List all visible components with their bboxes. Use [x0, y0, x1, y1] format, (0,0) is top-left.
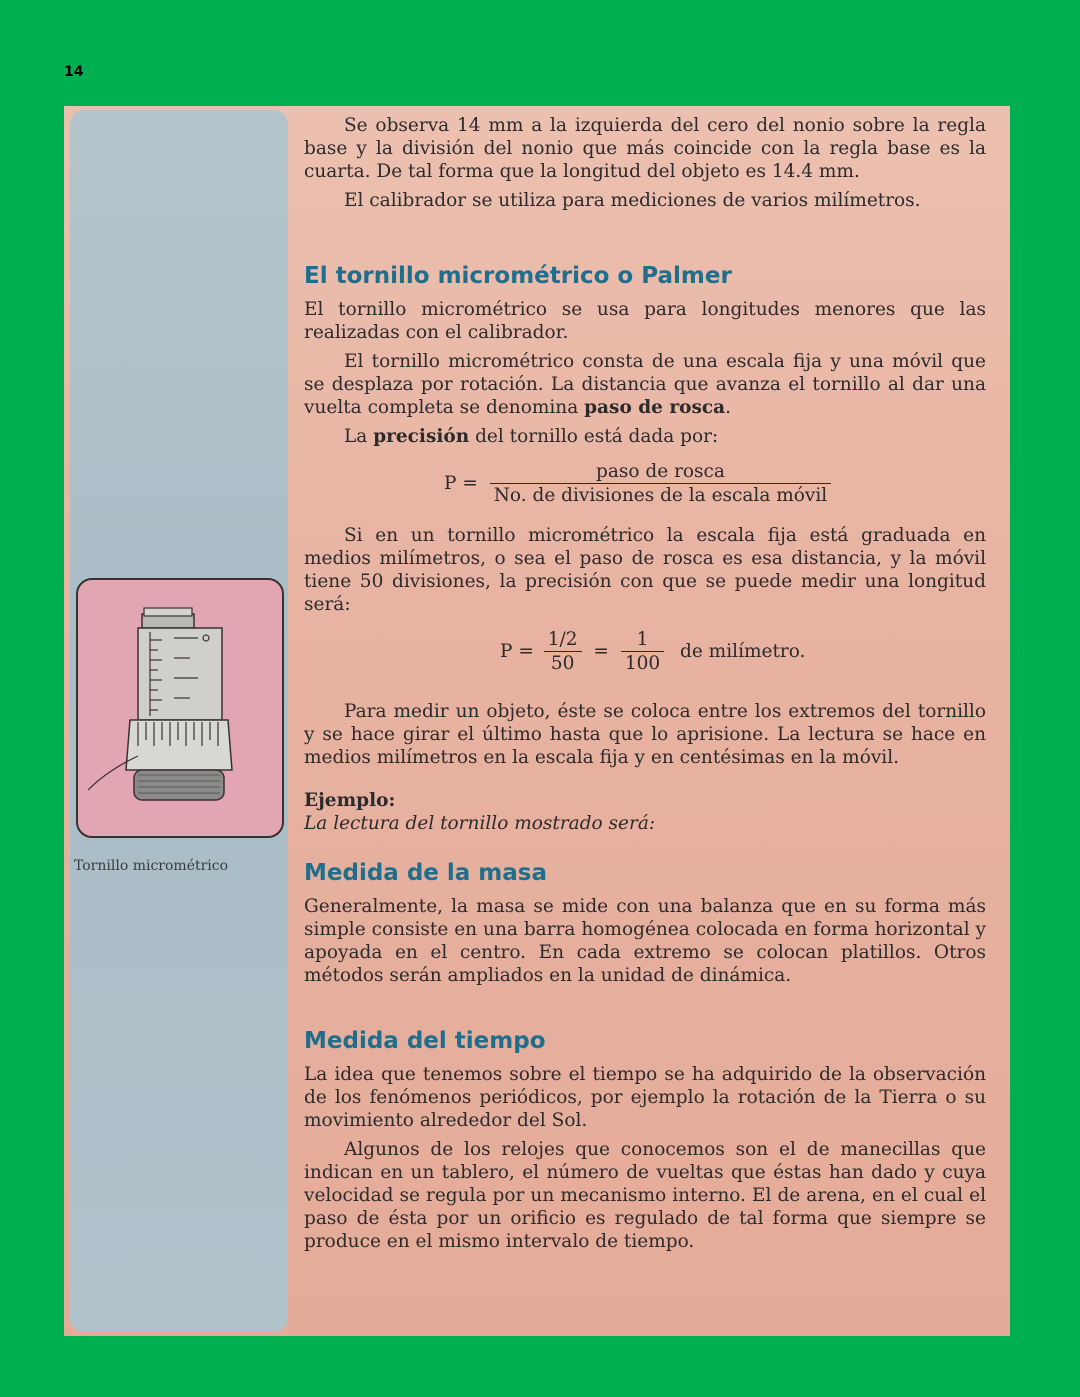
main-text: [304, 114, 986, 1259]
formula-denominator: No. de divisiones de la escala móvil: [493, 485, 828, 506]
paragraph: Si en un tornillo micrométrico la escala fija está graduada en medios milímetros, o sea el paso de rosca es esa distancia, y la móvil tiene 50 divisiones, la precisión con que se puede medir una longitud será:: [304, 525, 986, 615]
section-heading-micrometer: El tornillo micrométrico o Palmer: [304, 263, 732, 289]
paragraph: Generalmente, la masa se mide con una balanza que en su forma más simple consiste en una barra homogénea colocada en forma horizontal y apoyada en el centro. En cada extremo se colocan platillos. Otros métodos serán ampliados en la unidad de dinámica.: [304, 896, 986, 986]
section-heading-time: Medida del tiempo: [304, 1028, 546, 1054]
equals-sign: =: [593, 641, 609, 662]
figure-caption: Tornillo micrométrico: [74, 858, 229, 874]
micrometer-screw-illustration: [78, 580, 282, 836]
paragraph: El tornillo micrométrico se usa para longitudes menores que las realizadas con el calibrador.: [304, 299, 986, 343]
formula-suffix: de milímetro.: [680, 641, 806, 662]
example-text: La lectura del tornillo mostrado será:: [304, 813, 656, 834]
fraction-denominator: 100: [624, 653, 661, 674]
paragraph: Para medir un objeto, éste se coloca entre los extremos del tornillo y se hace girar el último hasta que lo aprisione. La lectura se hace en medios milímetros en la escala fija y en centésimas en la móvil.: [304, 701, 986, 768]
paragraph: El tornillo micrométrico consta de una escala fija y una móvil que se desplaza por rotación. La distancia que avanza el tornillo al dar una vuelta completa se denomina paso de rosca.: [304, 351, 986, 418]
book-page: [64, 106, 1010, 1336]
section-heading-mass: Medida de la masa: [304, 860, 548, 886]
formula-precision-example: [500, 628, 986, 680]
fraction-denominator: 50: [550, 653, 575, 674]
fraction-numerator: 1/2: [544, 628, 582, 652]
paragraph: Se observa 14 mm a la izquierda del cero del nonio sobre la regla base y la división del nonio que más coincide con la regla base es la cuarta. De tal forma que la longitud del objeto es 14.4 mm.: [304, 115, 986, 182]
paragraph: El calibrador se utiliza para mediciones de varios milímetros.: [344, 190, 921, 211]
paragraph: Algunos de los relojes que conocemos son el de manecillas que indican en un tablero, el número de vueltas que éstas han dado y cuya velocidad se regula por un mecanismo interno. El de arena, en el cual el paso de ésta por un orificio es regulado de tal forma que siempre se produce en el mismo intervalo de tiempo.: [304, 1139, 986, 1252]
page-number: 14: [64, 64, 84, 80]
formula-precision: [444, 460, 986, 512]
formula-numerator: paso de rosca: [490, 460, 831, 484]
paragraph: La idea que tenemos sobre el tiempo se ha adquirido de la observación de los fenómenos periódicos, por ejemplo la rotación de la Tierra o su movimiento alrededor del Sol.: [304, 1064, 986, 1131]
example-title: Ejemplo:: [304, 790, 396, 811]
formula-lhs: P =: [500, 641, 534, 662]
paragraph: La precisión del tornillo está dada por:: [344, 426, 719, 447]
fraction-numerator: 1: [621, 628, 664, 652]
formula-lhs: P =: [444, 473, 478, 494]
figure-box: [76, 578, 284, 838]
